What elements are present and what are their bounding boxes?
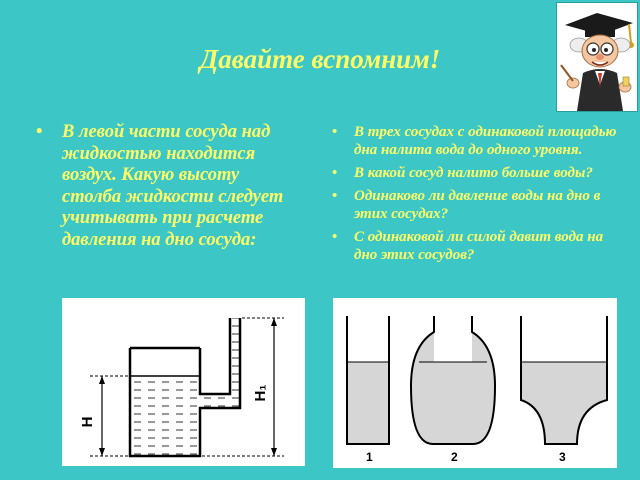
left-question: • В левой части сосуда над жидкостью находится воздух. Какую высоту столба жидкости следует учитывать при расчете давления на дно сосуда:	[36, 122, 301, 251]
three-vessels-figure	[333, 298, 617, 468]
vessel-label-1: 1	[366, 450, 373, 464]
vessel-label-3: 3	[559, 450, 566, 464]
right-item: • В трех сосудах с одинаковой площадью дна налита вода до одного уровня.	[332, 123, 622, 159]
right-item: • В какой сосуд налито больше воды?	[332, 164, 622, 182]
label-h1: H₁	[252, 384, 269, 402]
right-question-list	[332, 123, 622, 269]
professor-icon	[557, 3, 639, 113]
professor-avatar	[556, 2, 638, 112]
right-item: • Одинаково ли давление воды на дно в этих сосудах?	[332, 187, 622, 223]
label-h: H	[79, 416, 96, 428]
vessel-label-2: 2	[451, 450, 458, 464]
vessel-with-tube-figure	[62, 298, 305, 466]
left-question-list	[36, 122, 301, 251]
right-item: • С одинаковой ли силой давит вода на дно этих сосудов?	[332, 228, 622, 264]
slide-title: Давайте вспомним!	[199, 44, 441, 74]
